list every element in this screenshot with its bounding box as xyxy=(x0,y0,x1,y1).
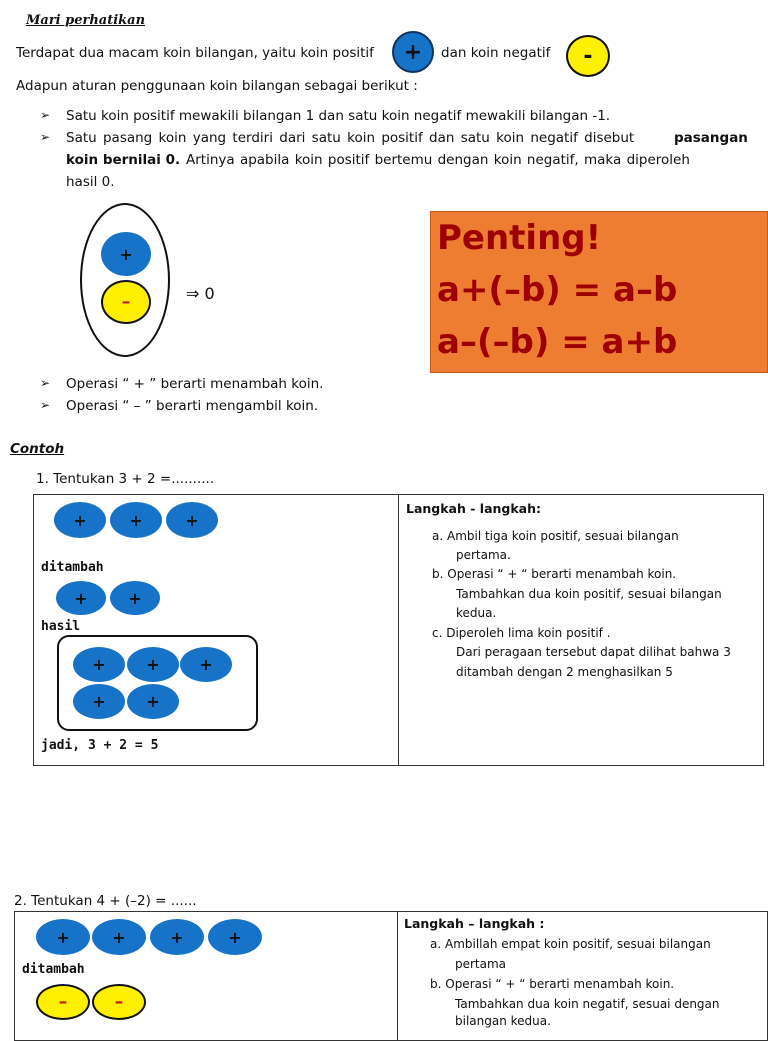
rule-2-line-1: Satu pasang koin yang terdiri dari satu koin positif dan satu koin negatif disebut xyxy=(66,130,635,146)
bullet-arrow-icon: ➢ xyxy=(40,398,51,412)
positive-coin-icon: + xyxy=(127,684,179,719)
positive-coin-icon: + xyxy=(54,502,106,538)
steps-title: Langkah - langkah: xyxy=(406,501,541,516)
example-1-conclusion: jadi, 3 + 2 = 5 xyxy=(41,738,159,753)
step-a-cont: pertama xyxy=(455,957,507,971)
intro-line-1: Terdapat dua macam koin bilangan, yaitu koin positif xyxy=(16,45,374,61)
intro-line-2: Adapun aturan penggunaan koin bilangan sebagai berikut : xyxy=(16,78,418,94)
label-result: hasil xyxy=(41,619,81,634)
negative-coin-icon: – xyxy=(101,280,151,324)
bullet-arrow-icon: ➢ xyxy=(40,108,51,122)
positive-coin-icon: + xyxy=(73,647,125,682)
rule-1: Satu koin positif mewakili bilangan 1 dan satu koin negatif mewakili bilangan -1. xyxy=(66,108,611,124)
step-c-cont: Dari peragaan tersebut dapat dilihat bahwa 3 xyxy=(456,645,731,659)
pair-result: ⇒ 0 xyxy=(186,284,215,303)
label-added: ditambah xyxy=(41,560,104,575)
step-a: a. Ambil tiga koin positif, sesuai bilangan xyxy=(432,529,679,543)
positive-coin-icon: + xyxy=(101,232,151,276)
positive-coin-icon: + xyxy=(36,919,90,955)
positive-coin-icon: + xyxy=(92,919,146,955)
positive-coin-icon: + xyxy=(110,502,162,538)
table-divider xyxy=(397,911,398,1041)
step-a: a. Ambillah empat koin positif, sesuai bilangan xyxy=(430,937,711,951)
step-b-cont: Tambahkan dua koin negatif, sesuai dengan xyxy=(455,997,720,1011)
positive-coin-icon: + xyxy=(392,31,434,73)
rule-2-line-2: Artinya apabila koin positif bertemu dengan koin negatif, maka diperoleh xyxy=(186,152,690,168)
step-a-cont: pertama. xyxy=(456,548,511,562)
rule-2-bold-a: pasangan xyxy=(674,130,748,146)
step-c-cont-2: ditambah dengan 2 menghasilkan 5 xyxy=(456,665,673,679)
label-added: ditambah xyxy=(22,962,85,977)
rule-2-line-3: hasil 0. xyxy=(66,174,115,190)
steps-title: Langkah – langkah : xyxy=(404,916,545,931)
positive-coin-icon: + xyxy=(208,919,262,955)
important-rule-2: a–(–b) = a+b xyxy=(437,322,678,362)
positive-coin-icon: + xyxy=(56,581,106,615)
negative-coin-icon: - xyxy=(566,35,610,77)
step-b: b. Operasi “ + “ berarti menambah koin. xyxy=(430,977,675,991)
bullet-arrow-icon: ➢ xyxy=(40,130,51,144)
example-heading: Contoh xyxy=(10,441,65,457)
positive-coin-icon: + xyxy=(110,581,160,615)
rule-2-bold-b: koin bernilai 0. xyxy=(66,152,181,168)
step-b-cont-2: bilangan kedua. xyxy=(455,1014,551,1028)
intro-line-1-continued: dan koin negatif xyxy=(441,45,551,61)
example-1-question: 1. Tentukan 3 + 2 =.......... xyxy=(36,471,215,487)
positive-coin-icon: + xyxy=(73,684,125,719)
positive-coin-icon: + xyxy=(127,647,179,682)
negative-coin-icon: – xyxy=(36,984,90,1020)
section-title: Mari perhatikan xyxy=(26,13,146,28)
step-c: c. Diperoleh lima koin positif . xyxy=(432,626,611,640)
step-b: b. Operasi “ + “ berarti menambah koin. xyxy=(432,567,677,581)
positive-coin-icon: + xyxy=(180,647,232,682)
operation-minus: Operasi “ – ” berarti mengambil koin. xyxy=(66,398,319,414)
important-title: Penting! xyxy=(437,218,602,258)
step-b-cont-2: kedua. xyxy=(456,606,497,620)
step-b-cont: Tambahkan dua koin positif, sesuai bilangan xyxy=(456,587,722,601)
bullet-arrow-icon: ➢ xyxy=(40,376,51,390)
negative-coin-icon: – xyxy=(92,984,146,1020)
important-rule-1: a+(–b) = a–b xyxy=(437,270,678,310)
positive-coin-icon: + xyxy=(150,919,204,955)
table-divider xyxy=(398,494,399,766)
positive-coin-icon: + xyxy=(166,502,218,538)
example-2-question: 2. Tentukan 4 + (–2) = ...... xyxy=(14,893,197,909)
operation-plus: Operasi “ + ” berarti menambah koin. xyxy=(66,376,324,392)
important-box xyxy=(430,211,768,373)
